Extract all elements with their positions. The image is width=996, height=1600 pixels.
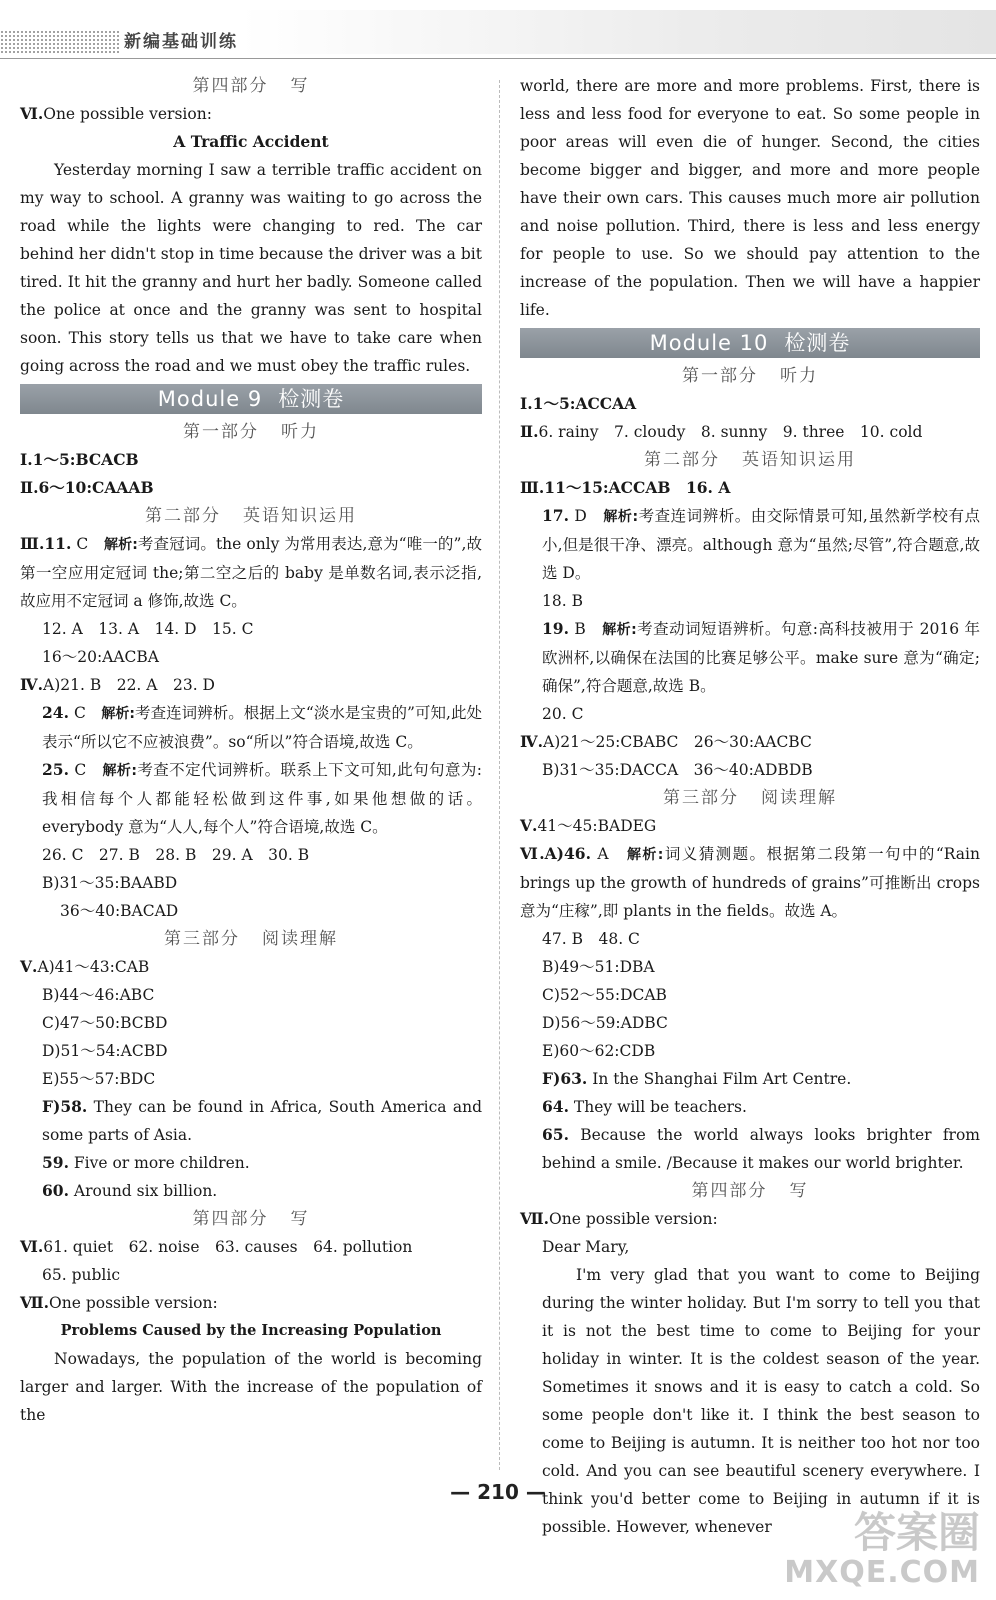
answer-line: [20, 474, 482, 502]
answer-choice: C: [76, 535, 89, 553]
answer-text: 1～5:BCACB: [32, 450, 139, 469]
module-banner: [20, 384, 482, 414]
section-heading: [20, 502, 482, 530]
answer-line: 16～20:AACBA: [42, 648, 159, 666]
answer-text: One possible version:: [49, 1294, 218, 1312]
answer-line: [20, 1093, 482, 1149]
explanation-tag: 解析:: [104, 537, 138, 553]
essay-title: A Traffic Accident: [173, 132, 329, 151]
answer-explanation: [520, 502, 980, 587]
answer-choice: A: [597, 845, 609, 863]
section-subtitle: 写: [789, 1181, 809, 1201]
answer-line: [520, 728, 980, 756]
section-subtitle: 阅读理解: [262, 929, 338, 949]
answer-text: Because the world always looks brighter from behind a smile. /Because it makes our world brighter.: [542, 1126, 980, 1172]
explanation-tag: 解析:: [602, 622, 637, 638]
module-subtitle: 检测卷: [784, 331, 851, 355]
module-subtitle: 检测卷: [278, 387, 345, 411]
answer-line: [20, 671, 482, 699]
answer-text: Five or more children.: [73, 1154, 250, 1172]
roman-label: Ⅱ.: [20, 478, 39, 497]
module-banner: [520, 328, 980, 358]
answer-text: A)21～25:CBABC 26～30:AACBC: [543, 733, 812, 751]
explanation-tag: 解析:: [102, 763, 137, 779]
answer-explanation: [20, 530, 482, 615]
section-heading: [520, 1177, 980, 1205]
section-subtitle: 阅读理解: [761, 788, 837, 808]
answer-line: C)47～50:BCBD: [42, 1014, 168, 1032]
section-title: 第四部分: [192, 76, 269, 96]
answer-line: [520, 1205, 980, 1233]
series-title: 新编基础训练: [124, 32, 238, 52]
explanation-text: 考查冠词。the only 为常用表达,意为“唯一的”,故第一空应用定冠词 the;第二空之后的 baby 是单数名词,表示泛指,故应用不定冠词 a 修饰,故选 C。: [20, 535, 482, 610]
right-column: [520, 72, 980, 1541]
section-subtitle: 听力: [281, 422, 319, 442]
answer-text: 61. quiet 62. noise 63. causes 64. pollution: [43, 1238, 413, 1256]
answer-line: 20. C: [542, 705, 584, 723]
column-divider: [499, 80, 500, 1470]
answer-line: D)56～59:ADBC: [542, 1014, 668, 1032]
roman-label: Ⅶ.: [20, 1293, 50, 1312]
explanation-tag: 解析:: [626, 847, 664, 863]
essay-body: Yesterday morning I saw a terrible traffic accident on my way to school. A granny was waiting to go across the road while the lights were changing to red. The car behind her didn't stop in time because the driver was a bit tired. It hit the granny and hurt her badly. Someone called the police at once and the granny was sent to hospital soon. This story tells us that we have to take care when going across the road and we must obey the traffic rules.: [20, 161, 482, 375]
question-number: A)46.: [544, 844, 591, 863]
section-title: 第一部分: [682, 366, 758, 386]
page-header: [0, 0, 996, 58]
answer-line: [520, 1065, 980, 1093]
answer-line: B)31～35:DACCA 36～40:ADBDB: [542, 761, 813, 779]
roman-label: Ⅳ.: [520, 732, 543, 751]
section-heading: [520, 362, 980, 390]
watermark-cn: 答案圈: [853, 1508, 980, 1557]
answer-text: In the Shanghai Film Art Centre.: [592, 1070, 852, 1088]
section-subtitle: 写: [290, 76, 310, 96]
answer-text: One possible version:: [43, 105, 212, 123]
question-number: 11.: [44, 534, 72, 553]
answer-text: 6～10:CAAAB: [38, 478, 154, 497]
answer-text: They can be found in Africa, South America and some parts of Asia.: [42, 1098, 482, 1144]
answer-line: 18. B: [542, 592, 583, 610]
essay-body: Nowadays, the population of the world is becoming larger and larger. With the increase of the population of the: [20, 1350, 482, 1424]
roman-label: Ⅵ.: [20, 1237, 44, 1256]
answer-line: 12. A 13. A 14. D 15. C: [42, 620, 254, 638]
answer-text: They will be teachers.: [573, 1098, 747, 1116]
answer-text: 1～5:ACCAA: [532, 394, 637, 413]
explanation-text: 考查连词辨析。根据上文“淡水是宝贵的”可知,此处表示“所以它不应被浪费”。so“所以”符合语境,故选 C。: [42, 704, 482, 751]
answer-line: [20, 1177, 482, 1205]
section-heading: [520, 446, 980, 474]
explanation-tag: 解析:: [603, 509, 639, 525]
section-heading: [20, 72, 482, 100]
section-title: 第三部分: [663, 788, 739, 808]
question-number: 64.: [542, 1097, 569, 1116]
section-heading: [520, 784, 980, 812]
question-number: 19.: [542, 619, 569, 638]
explanation-text: 考查不定代词辨析。联系上下文可知,此句句意为:我相信每个人都能轻松做到这件事,如果他想做的话。everybody 意为“人人,每个人”符合语境,故选 C。: [42, 761, 482, 836]
explanation-text: 考查动词短语辨析。句意:高科技被用于 2016 年欧洲杯,以确保在法国的比赛足够公平。make sure 意为“确定;确保”,符合题意,故选 B。: [542, 620, 980, 695]
answer-explanation: [20, 699, 482, 756]
roman-label: Ⅵ.: [20, 104, 44, 123]
answer-choice: D: [574, 507, 587, 525]
answer-explanation: [520, 840, 980, 925]
section-heading: [20, 1205, 482, 1233]
section-subtitle: 英语知识运用: [742, 450, 856, 470]
answer-line: [520, 474, 980, 502]
question-number: 65.: [542, 1125, 569, 1144]
explanation-text: 词义猜测题。根据第二段第一句中的“Rain brings up the growth of hundreds of grains”可推断出 crops 意为“庄稼”,即 plants in the fields。故选 A。: [520, 845, 980, 920]
answer-choice: C: [74, 761, 87, 779]
watermark-url: MXQE.COM: [784, 1555, 980, 1590]
page-number: — 210 —: [450, 1480, 546, 1504]
answer-line: 65. public: [42, 1266, 120, 1284]
answer-line: C)52～55:DCAB: [542, 986, 667, 1004]
essay-body-continued: world, there are more and more problems. First, there is less and less food for everyone to eat. So some people in poor areas will even die of hunger. Second, the cities become bigger and bigger, and more and more people have their own cars. This causes much more air pollution and noise pollution. Third, there is less and less energy for people to use. So we should pay attention to the increase of the population. Then we will have a happier life.: [520, 77, 980, 319]
answer-line: 47. B 48. C: [542, 930, 640, 948]
module-title: Module 9: [157, 387, 263, 411]
section-title: 第四部分: [192, 1209, 269, 1229]
roman-label: Ⅲ.: [520, 478, 545, 497]
answer-line: B)49～51:DBA: [542, 958, 655, 976]
section-heading: [20, 925, 482, 953]
roman-label: Ⅰ.: [20, 450, 33, 469]
letter-body: I'm very glad that you want to come to Beijing during the winter holiday. But I'm sorry to tell you that it is not the best time to come to Beijing for your holiday in winter. It is the coldest season of the year. Sometimes it snows and it is easy to catch a cold. So some people don't like it. I think the best season to come to Beijing is autumn. It is neither too hot nor too cold. And you can see beautiful scenery everywhere. I think you'd better come to Beijing in autumn if it is possible. However, whenever: [542, 1266, 980, 1536]
header-rule: [0, 58, 996, 59]
answer-line: B)31～35:BAABD: [42, 874, 178, 892]
roman-label: Ⅳ.: [20, 675, 43, 694]
answer-line: [20, 953, 482, 981]
answer-line: [520, 812, 980, 840]
question-number: F)58.: [42, 1097, 88, 1116]
roman-label: Ⅲ.: [20, 534, 45, 553]
answer-line: 26. C 27. B 28. B 29. A 30. B: [42, 846, 310, 864]
answer-line: [20, 1233, 482, 1261]
header-dot-pattern: [0, 30, 120, 54]
section-subtitle: 听力: [780, 366, 818, 386]
section-subtitle: 写: [290, 1209, 310, 1229]
section-title: 第四部分: [691, 1181, 768, 1201]
answer-choice: C: [73, 704, 86, 722]
letter-greeting: Dear Mary,: [542, 1238, 630, 1256]
answer-line: [20, 446, 482, 474]
answer-line: [520, 390, 980, 418]
answer-choice: B: [574, 620, 586, 638]
roman-label: Ⅱ.: [520, 422, 539, 441]
question-number: 17.: [542, 506, 569, 525]
answer-line: [520, 418, 980, 446]
essay-title: Problems Caused by the Increasing Population: [60, 1322, 442, 1339]
roman-label: Ⅰ.: [520, 394, 533, 413]
answer-line: E)55～57:BDC: [42, 1070, 156, 1088]
roman-label: Ⅴ.: [520, 816, 538, 835]
answer-text: 11～15:ACCAB 16. A: [544, 478, 731, 497]
section-subtitle: 英语知识运用: [243, 506, 357, 526]
question-number: 59.: [42, 1153, 69, 1172]
answer-text: Around six billion.: [73, 1182, 218, 1200]
answer-line: [20, 100, 482, 128]
module-title: Module 10: [649, 331, 769, 355]
section-title: 第一部分: [183, 422, 259, 442]
answer-line: D)51～54:ACBD: [42, 1042, 168, 1060]
answer-line: [520, 1093, 980, 1121]
explanation-text: 考查连词辨析。由交际情景可知,虽然新学校有点小,但是很干净、漂亮。although 意为“虽然;尽管”,符合题意,故选 D。: [542, 507, 980, 582]
answer-text: 6. rainy 7. cloudy 8. sunny 9. three 10. cold: [538, 423, 923, 441]
answer-text: One possible version:: [549, 1210, 718, 1228]
roman-label: Ⅵ.: [520, 844, 545, 863]
section-title: 第二部分: [644, 450, 720, 470]
left-column: [20, 72, 482, 1429]
question-number: 24.: [42, 703, 69, 722]
answer-explanation: [20, 756, 482, 841]
answer-text: 41～45:BADEG: [537, 817, 657, 835]
answer-text: A)21. B 22. A 23. D: [43, 676, 215, 694]
header-gradient-band: [240, 10, 996, 54]
section-title: 第二部分: [145, 506, 221, 526]
site-watermark: [784, 1510, 980, 1596]
roman-label: Ⅶ.: [520, 1209, 550, 1228]
answer-line: E)60～62:CDB: [542, 1042, 656, 1060]
answer-line: 36～40:BACAD: [60, 902, 179, 920]
answer-line: [20, 1289, 482, 1317]
question-number: 60.: [42, 1181, 69, 1200]
explanation-tag: 解析:: [101, 706, 136, 722]
answer-text: A)41～43:CAB: [37, 958, 150, 976]
answer-explanation: [520, 615, 980, 700]
answer-line: B)44～46:ABC: [42, 986, 155, 1004]
answer-line: [20, 1149, 482, 1177]
question-number: F)63.: [542, 1069, 588, 1088]
roman-label: Ⅴ.: [20, 957, 38, 976]
question-number: 25.: [42, 760, 69, 779]
section-heading: [20, 418, 482, 446]
answer-line: [520, 1121, 980, 1177]
section-title: 第三部分: [164, 929, 240, 949]
